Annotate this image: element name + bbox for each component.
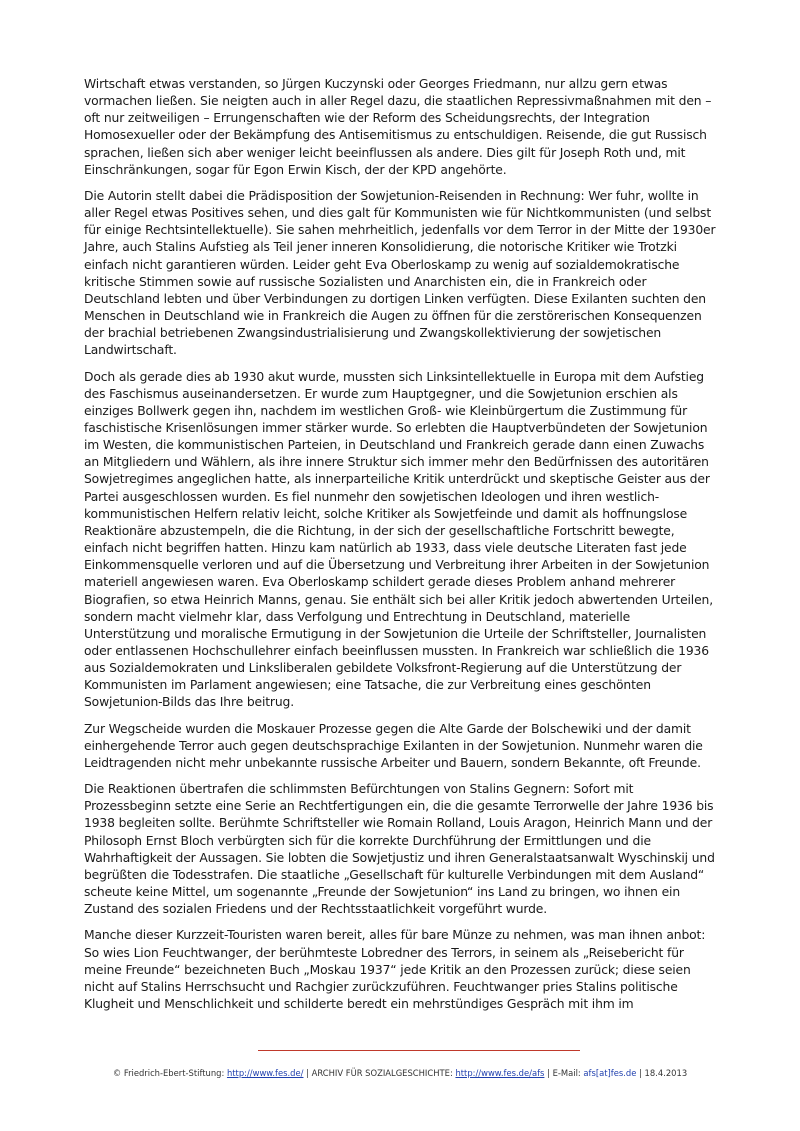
fes-link[interactable]: http://www.fes.de/ xyxy=(226,1068,304,1078)
paragraph-6: Manche dieser Kurzzeit-Touristen waren bereit, alles für bare Münze zu nehmen, was man ihnen anbot: So wies Lion Feuchtwanger, der berühmteste Lobredner des Terrors, in seinem als „Reisebericht für meine Freunde“ bezeichneten Buch „Moskau 1937“ jede Kritik an den Prozessen zurück; diese seien nicht auf Stalins Herrschsucht und Rachgier zurückzuführen. Feuchtwanger pries Stalins politische Klugheit und Menschlichkeit und schilderte beredt ein mehrstündiges Gespräch mit ihm im xyxy=(84,928,706,1011)
footer-separator: | ARCHIV FÜR SOZIALGESCHICHTE: xyxy=(303,1068,456,1078)
footer-copyright: © Friedrich-Ebert-Stiftung: xyxy=(112,1068,227,1078)
article-body xyxy=(84,76,716,1022)
footer-date: 18.4.2013 xyxy=(644,1068,688,1078)
footer-separator: | xyxy=(636,1068,645,1078)
afs-link[interactable]: http://www.fes.de/afs xyxy=(455,1068,545,1078)
footer-email: afs[at]fes.de xyxy=(583,1068,637,1078)
footer-separator: | E-Mail: xyxy=(544,1068,584,1078)
paragraph-1: Wirtschaft etwas verstanden, so Jürgen Kuczynski oder Georges Friedmann, nur allzu gern etwas vormachen ließen. Sie neigten auch in aller Regel dazu, die staatlichen Repressivmaßnahmen mit den – oft nur zeitweiligen – Errungenschaften wie der Reform des Scheidungsrechts, der Integration Homosexueller oder der Bekämpfung des Antisemitismus zu entschuldigen. Reisende, die gut Russisch sprachen, ließen sich aber weniger leicht beeinflussen als andere. Dies gilt für Joseph Roth und, mit Einschränkungen, sogar für Egon Erwin Kisch, der der KPD angehörte. xyxy=(84,77,712,177)
paragraph-3: Doch als gerade dies ab 1930 akut wurde, mussten sich Linksintellektuelle in Europa mit dem Aufstieg des Faschismus auseinandersetzen. Er wurde zum Hauptgegner, und die Sowjetunion erschien als einziges Bollwerk gegen ihn, nachdem im westlichen Groß- wie Kleinbürgertum die Zustimmung für faschistische Krisenlösungen immer stärker wurde. So erlebten die Hauptverbündeten der Sowjetunion im Westen, die kommunistischen Parteien, in Deutschland und Frankreich gerade dann einen Zuwachs an Mitgliedern und Wählern, als ihre innere Struktur sich immer mehr den Bedürfnissen des autoritären Sowjetregimes angeglichen hatte, als innerparteiliche Kritik unterdrückt und skeptische Geister aus der Partei ausgeschlossen wurden. Es fiel nunmehr den sowjetischen Ideologen und ihren westlich-kommunistischen Helfern relativ leicht, solche Kritiker als Sowjetfeinde und damit als hoffnungslose Reaktionäre abzustempeln, die die Richtung, in der sich der gesellschaftliche Fortschritt bewegte, einfach nicht begriffen hatten. Hinzu kam natürlich ab 1933, dass viele deutsche Literaten fast jede Einkommensquelle verloren und auf die Übersetzung und Verbreitung ihrer Arbeiten in der Sowjetunion materiell angewiesen waren. Eva Oberloskamp schildert gerade dieses Problem anhand mehrerer Biografien, so etwa Heinrich Manns, genau. Sie enthält sich bei aller Kritik jedoch abwertenden Urteilen, sondern macht vielmehr klar, dass Verfolgung und Entrechtung in Deutschland, materielle Unterstützung und moralische Ermutigung in der Sowjetunion die Urteile der Schriftsteller, Journalisten oder entlassenen Hochschullehrer einfach beeinflussen mussten. In Frankreich war schließlich die 1936 aus Sozialdemokraten und Linksliberalen gebildete Volksfront-Regierung auf die Unterstützung der Kommunisten im Parlament angewiesen; eine Tatsache, die zur Verbreitung eines geschönten Sowjetunion-Bilds das Ihre beitrug. xyxy=(84,369,713,710)
footer-divider xyxy=(258,1050,580,1051)
page-footer xyxy=(0,1068,800,1078)
paragraph-4: Zur Wegscheide wurden die Moskauer Prozesse gegen die Alte Garde der Bolschewiki und der damit einhergehende Terror auch gegen deutschsprachige Exilanten in der Sowjetunion. Nunmehr waren die Leidtragenden nicht mehr unbekannte russische Arbeiter und Bauern, sondern Bekannte, oft Freunde. xyxy=(84,721,703,770)
paragraph-5: Die Reaktionen übertrafen die schlimmsten Befürchtungen von Stalins Gegnern: Sofort mit Prozessbeginn setzte eine Serie an Rechtfertigungen ein, die die gesamte Terrorwelle der Jahre 1936 bis 1938 begleiten sollte. Berühmte Schriftsteller wie Romain Rolland, Louis Aragon, Heinrich Mann und der Philosoph Ernst Bloch verbürgten sich für die korrekte Durchführung der Ermittlungen und die Wahrhaftigkeit der Aussagen. Sie lobten die Sowjetjustiz und ihren Generalstaatsanwalt Wyschinskij und begrüßten die Todesstrafen. Die staatliche „Gesellschaft für kulturelle Verbindungen mit dem Ausland“ scheute keine Mittel, um sogenannte „Freunde der Sowjetunion“ ins Land zu bringen, wo ihnen ein Zustand des sozialen Friedens und der Rechtsstaatlichkeit vorgeführt wurde. xyxy=(84,782,715,917)
paragraph-2: Die Autorin stellt dabei die Prädisposition der Sowjetunion-Reisenden in Rechnung: Wer fuhr, wollte in aller Regel etwas Positives sehen, und dies galt für Kommunisten wie für Nichtkommunisten (und selbst für einige Rechtsintellektuelle). Sie sahen mehrheitlich, jedenfalls vor dem Terror in der Mitte der 1930er Jahre, auch Stalins Aufstieg als Teil jener inneren Konsolidierung, die notorische Kritiker wie Trotzki einfach nicht garantieren würden. Leider geht Eva Oberloskamp zu wenig auf sozialdemokratische kritische Stimmen sowie auf russische Sozialisten und Anarchisten ein, die in Frankreich oder Deutschland lebten und über Verbindungen zu dortigen Linken verfügten. Diese Exilanten suchten den Menschen in Deutschland wie in Frankreich die Augen zu öffnen für die zerstörerischen Konsequenzen der brachial betriebenen Zwangsindustrialisierung und Zwangskollektivierung der sowjetischen Landwirtschaft. xyxy=(84,188,716,358)
